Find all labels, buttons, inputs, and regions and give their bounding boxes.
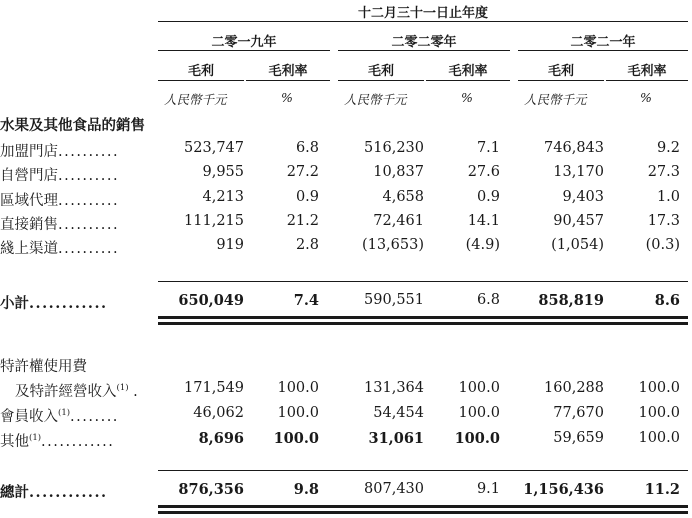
leader-dots: ........ [70, 409, 119, 425]
row-label [0, 430, 114, 451]
unit-pct-2019: % [281, 90, 293, 105]
col-rule [158, 80, 244, 81]
col-margin-2021: 毛利率 [627, 64, 667, 79]
leader-dots: ............ [29, 295, 108, 312]
row-label-text: 其他 [0, 434, 29, 450]
table-cell: 100.0 [458, 405, 500, 421]
table-cell: 4,658 [382, 189, 424, 205]
table-cell: 2.8 [295, 237, 319, 253]
subtotal-double-rule-b [158, 322, 688, 325]
table-cell: 100.0 [277, 405, 319, 421]
table-cell: 54,454 [373, 405, 424, 421]
table-cell: 27.2 [286, 164, 319, 180]
table-cell: 919 [216, 237, 244, 253]
table-cell: 9,955 [202, 164, 244, 180]
table-cell: 59,659 [553, 430, 604, 446]
footnote-ref: (1) [29, 433, 42, 444]
row-label [0, 237, 119, 258]
table-cell: 523,747 [184, 140, 244, 156]
table-cell: (13,653) [361, 237, 424, 253]
table-cell: 77,670 [553, 405, 604, 421]
col-gross-profit-2020: 毛利 [367, 64, 394, 79]
row-label-text: 自營門店 [0, 168, 58, 184]
year-2021-rule [518, 50, 688, 51]
leader-dots: .......... [58, 168, 120, 184]
table-cell: 72,461 [373, 213, 424, 229]
table-cell: 1,156,436 [523, 481, 604, 498]
row-label [0, 189, 119, 210]
table-cell: 9,403 [562, 189, 604, 205]
row-label-text: 區域代理 [0, 193, 58, 209]
leader-dots: .......... [58, 193, 120, 209]
table-cell: 46,062 [193, 405, 244, 421]
leader-dots: .......... [58, 144, 120, 160]
year-2019-header: 二零一九年 [211, 35, 277, 50]
table-cell: (4.9) [465, 237, 500, 253]
table-cell: 27.3 [647, 164, 680, 180]
col-gross-profit-2021: 毛利 [547, 64, 574, 79]
table-cell: 6.8 [295, 140, 319, 156]
table-cell: 90,457 [553, 213, 604, 229]
row-label-text: 小計 [0, 295, 29, 312]
period-header: 十二月三十一日止年度 [357, 6, 488, 21]
section-title: 水果及其他食品的銷售 [0, 117, 145, 134]
table-cell: 7.4 [293, 292, 319, 309]
table-cell: 0.9 [476, 189, 500, 205]
table-cell: 31,061 [368, 430, 424, 447]
leader-dots: . [128, 384, 138, 400]
leader-dots: .......... [58, 241, 120, 257]
leader-dots: ............ [41, 434, 115, 450]
table-cell: 858,819 [538, 292, 604, 309]
year-2019-rule [158, 50, 330, 51]
total-double-rule-b [158, 511, 688, 514]
table-cell: 100.0 [273, 430, 319, 447]
table-cell: 4,213 [202, 189, 244, 205]
footnote-ref: (1) [116, 383, 129, 394]
unit-rmb-2020: 人民幣千元 [344, 92, 407, 107]
table-cell: 21.2 [286, 213, 319, 229]
table-cell: 17.3 [647, 213, 680, 229]
col-rule [518, 80, 604, 81]
leader-dots: .......... [58, 217, 120, 233]
row-label [0, 140, 119, 161]
table-cell: 10,837 [373, 164, 424, 180]
col-margin-2019: 毛利率 [268, 64, 308, 79]
table-cell: 131,364 [364, 380, 424, 396]
table-cell: 7.1 [476, 140, 500, 156]
table-cell: (1,054) [551, 237, 604, 253]
row-label-text: 直接銷售 [0, 217, 58, 233]
table-cell: 650,049 [178, 292, 244, 309]
table-cell: 100.0 [454, 430, 500, 447]
row-label [0, 213, 119, 234]
table-cell: 6.8 [476, 292, 500, 308]
table-cell: 807,430 [364, 481, 424, 497]
subtotal-top-rule [158, 281, 688, 282]
unit-rmb-2019: 人民幣千元 [164, 92, 227, 107]
table-cell: 13,170 [553, 164, 604, 180]
table-cell: 516,230 [364, 140, 424, 156]
total-top-rule [158, 470, 688, 471]
row-label-line2 [15, 380, 138, 401]
year-2021-header: 二零二一年 [570, 35, 636, 50]
row-label [0, 405, 119, 426]
row-label-text: 及特許經營收入 [15, 384, 117, 400]
table-cell: 100.0 [458, 380, 500, 396]
year-2020-header: 二零二零年 [391, 35, 457, 50]
col-gross-profit-2019: 毛利 [187, 64, 214, 79]
table-cell: 100.0 [277, 380, 319, 396]
table-cell: 1.0 [656, 189, 680, 205]
subtotal-double-rule-a [158, 316, 688, 319]
row-label [0, 292, 108, 313]
table-cell: (0.3) [645, 237, 680, 253]
table-cell: 111,215 [184, 213, 244, 229]
table-cell: 9.1 [476, 481, 500, 497]
period-rule [158, 21, 688, 22]
table-cell: 746,843 [544, 140, 604, 156]
year-2020-rule [338, 50, 510, 51]
row-label [0, 481, 108, 502]
table-cell: 0.9 [295, 189, 319, 205]
table-cell: 160,288 [544, 380, 604, 396]
leader-dots: ............ [29, 484, 108, 501]
table-cell: 27.6 [467, 164, 500, 180]
col-rule [426, 80, 510, 81]
table-cell: 9.8 [293, 481, 319, 498]
col-rule [606, 80, 688, 81]
unit-rmb-2021: 人民幣千元 [524, 92, 587, 107]
unit-pct-2020: % [461, 90, 473, 105]
row-label [0, 164, 119, 185]
footnote-ref: (1) [58, 408, 71, 419]
total-double-rule-a [158, 505, 688, 508]
table-cell: 9.2 [656, 140, 680, 156]
table-cell: 100.0 [638, 430, 680, 446]
table-cell: 8.6 [654, 292, 680, 309]
row-label-text: 會員收入 [0, 409, 58, 425]
row-label-text: 綫上渠道 [0, 241, 58, 257]
col-rule [246, 80, 330, 81]
table-cell: 171,549 [184, 380, 244, 396]
table-cell: 876,356 [178, 481, 244, 498]
table-cell: 590,551 [364, 292, 424, 308]
row-label-text: 總計 [0, 484, 29, 501]
table-cell: 14.1 [467, 213, 500, 229]
unit-pct-2021: % [640, 90, 652, 105]
row-label-text: 加盟門店 [0, 144, 58, 160]
row-label-line1: 特許權使用費 [0, 359, 87, 375]
table-cell: 100.0 [638, 405, 680, 421]
table-cell: 8,696 [198, 430, 244, 447]
table-cell: 100.0 [638, 380, 680, 396]
table-cell: 11.2 [644, 481, 680, 498]
col-rule [338, 80, 424, 81]
col-margin-2020: 毛利率 [448, 64, 488, 79]
